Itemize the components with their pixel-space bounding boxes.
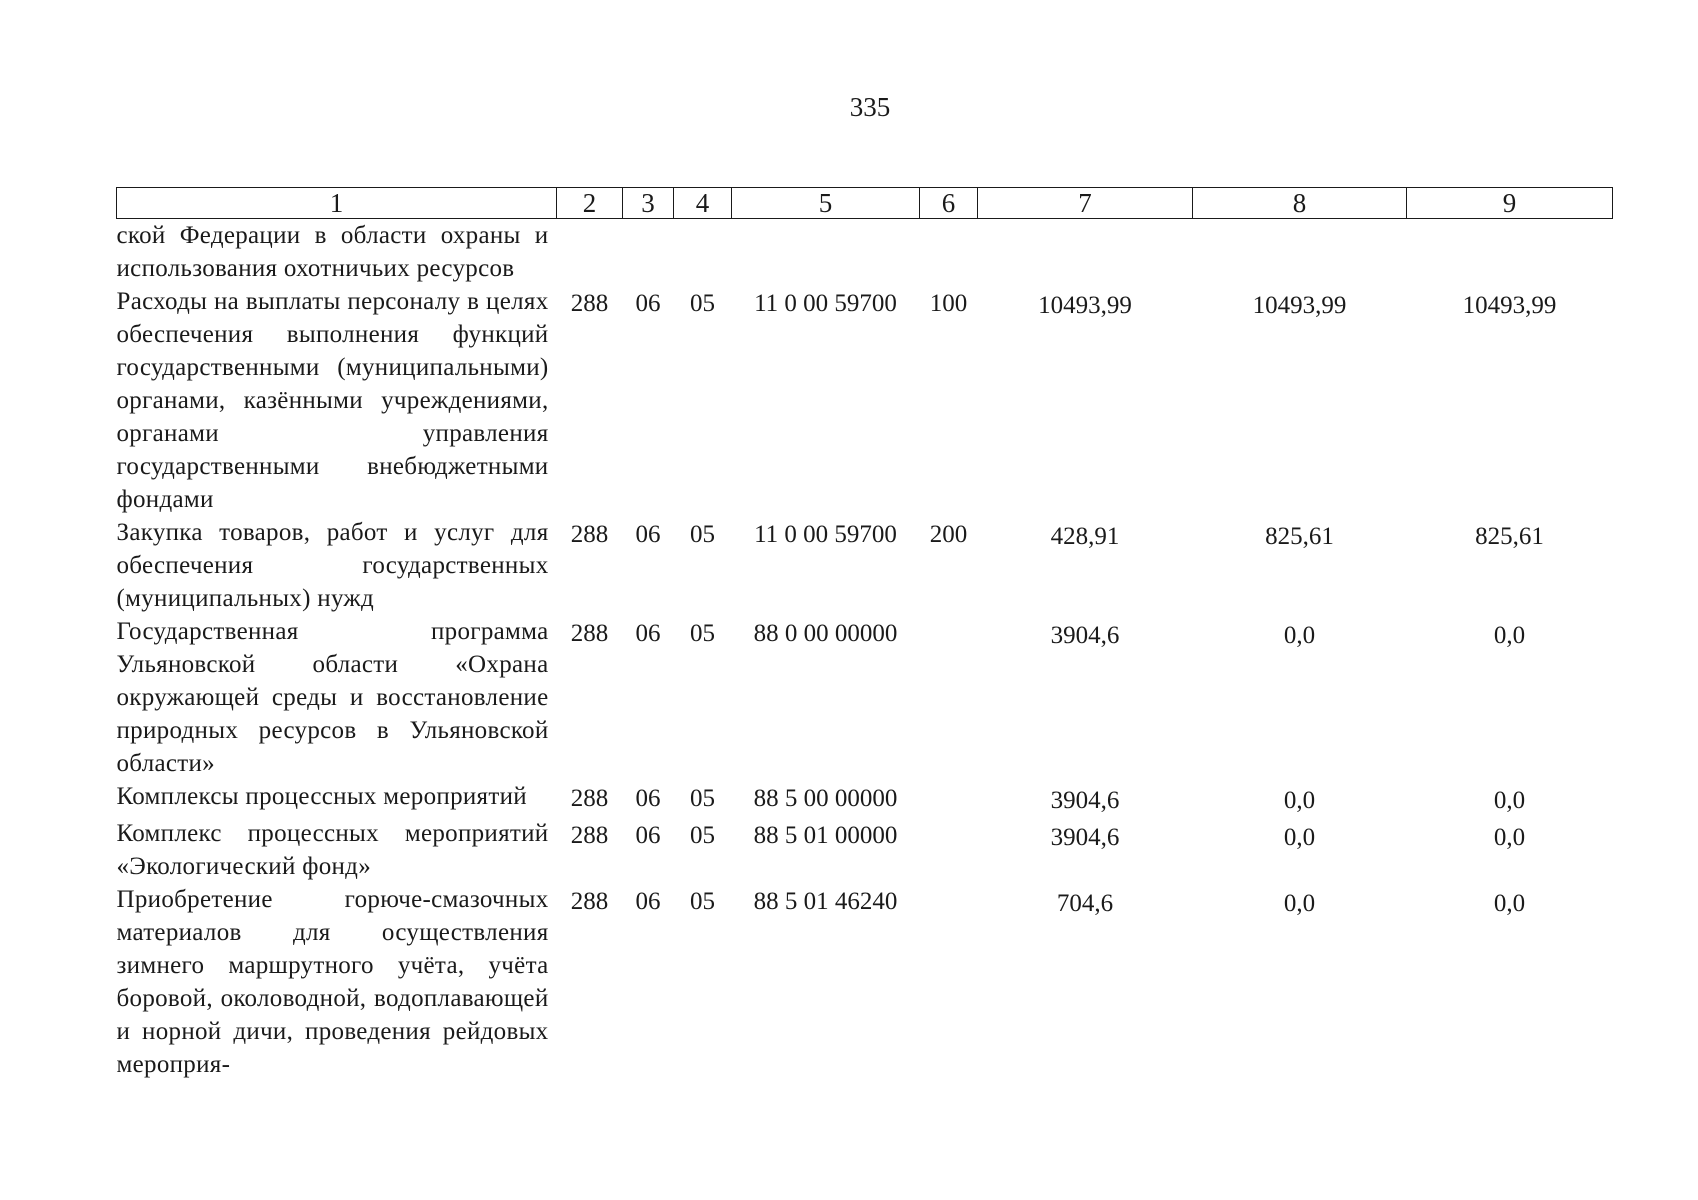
expense-type-cell <box>920 219 978 286</box>
section-cell: 06 <box>635 521 661 548</box>
table-header-row <box>117 188 1613 219</box>
target-article-cell: 11 0 00 59700 <box>754 521 897 548</box>
table-row <box>117 883 1613 1081</box>
target-article-cell: 88 0 00 00000 <box>753 620 898 647</box>
row-name-cell: ской Федерации в области охраны и использования охотничьих ресурсов <box>116 222 549 282</box>
table-body <box>117 219 1613 1082</box>
column-header: 7 <box>978 188 1193 219</box>
expense-type-cell: 200 <box>929 521 968 548</box>
table-row <box>117 219 1613 286</box>
amount-year3-cell: 825,61 <box>1475 523 1544 550</box>
subsection-cell: 05 <box>690 290 715 317</box>
table-row <box>117 285 1613 516</box>
amount-year3-cell: 0,0 <box>1493 890 1526 917</box>
column-header: 9 <box>1407 188 1613 219</box>
amount-year1-cell: 3904,6 <box>1050 622 1120 649</box>
column-header: 1 <box>117 188 557 219</box>
table-row <box>117 817 1613 883</box>
column-header: 2 <box>557 188 623 219</box>
section-cell: 06 <box>635 822 661 849</box>
grbs-cell: 288 <box>570 785 609 812</box>
amount-year1-cell: 428,91 <box>1050 523 1120 550</box>
column-header: 5 <box>732 188 920 219</box>
section-cell <box>623 219 674 286</box>
row-name-cell: Закупка товаров, работ и услуг для обеспечения государственных (муниципальных) нужд <box>116 519 549 612</box>
amount-year2-cell: 0,0 <box>1283 622 1316 649</box>
target-article-cell: 88 5 00 00000 <box>753 785 898 812</box>
budget-table <box>116 187 1613 1081</box>
row-name-cell: Комплексы процессных мероприятий <box>116 783 527 810</box>
amount-year1-cell: 3904,6 <box>1050 824 1120 851</box>
column-header: 3 <box>623 188 674 219</box>
section-cell: 06 <box>635 888 661 915</box>
row-name-cell: Расходы на выплаты персоналу в целях обеспечения выполнения функций государственными (муниципальными) органами, казёнными учреждениями, органами управления государственными внебюджетными фондами <box>116 288 549 513</box>
subsection-cell: 05 <box>690 620 715 647</box>
amount-year2-cell: 825,61 <box>1265 523 1334 550</box>
expense-type-cell <box>920 615 978 780</box>
amount-year2-cell <box>1193 219 1407 286</box>
amount-year3-cell: 0,0 <box>1493 622 1526 649</box>
target-article-cell: 11 0 00 59700 <box>754 290 897 317</box>
section-cell: 06 <box>635 290 661 317</box>
target-article-cell <box>732 219 920 286</box>
expense-type-cell <box>920 883 978 1081</box>
subsection-cell: 05 <box>690 822 715 849</box>
grbs-cell: 288 <box>570 888 609 915</box>
amount-year3-cell: 0,0 <box>1493 824 1526 851</box>
table-row <box>117 615 1613 780</box>
target-article-cell: 88 5 01 00000 <box>753 822 898 849</box>
amount-year3-cell: 0,0 <box>1493 787 1526 814</box>
grbs-cell <box>557 219 623 286</box>
column-header: 4 <box>674 188 732 219</box>
expense-type-cell: 100 <box>929 290 968 317</box>
subsection-cell <box>674 219 732 286</box>
column-header: 6 <box>920 188 978 219</box>
page-number: 335 <box>849 92 891 122</box>
section-cell: 06 <box>635 620 661 647</box>
grbs-cell: 288 <box>570 290 609 317</box>
table-row <box>117 516 1613 615</box>
amount-year2-cell: 0,0 <box>1283 890 1316 917</box>
grbs-cell: 288 <box>570 822 609 849</box>
amount-year3-cell: 10493,99 <box>1462 292 1557 319</box>
subsection-cell: 05 <box>690 785 715 812</box>
amount-year1-cell: 10493,99 <box>1038 292 1132 319</box>
column-header: 8 <box>1193 188 1407 219</box>
amount-year2-cell: 0,0 <box>1283 787 1316 814</box>
section-cell: 06 <box>635 785 661 812</box>
amount-year1-cell: 704,6 <box>1056 890 1114 917</box>
grbs-cell: 288 <box>570 620 609 647</box>
amount-year3-cell <box>1407 219 1613 286</box>
row-name-cell: Комплекс процессных мероприятий «Экологический фонд» <box>116 820 549 880</box>
amount-year1-cell <box>978 219 1193 286</box>
table-row <box>117 780 1613 817</box>
amount-year2-cell: 10493,99 <box>1252 292 1347 319</box>
row-name-cell: Приобретение горюче-смазочных материалов для осуществления зимнего маршрутного учёта, учёта боровой, околоводной, водоплавающей и норной дичи, проведения рейдовых мероприя- <box>116 886 549 1078</box>
amount-year2-cell: 0,0 <box>1283 824 1316 851</box>
amount-year1-cell: 3904,6 <box>1050 787 1120 814</box>
target-article-cell: 88 5 01 46240 <box>753 888 898 915</box>
expense-type-cell <box>920 780 978 817</box>
row-name-cell: Государственная программа Ульяновской области «Охрана окружающей среды и восстановление природных ресурсов в Ульяновской области» <box>116 618 549 777</box>
subsection-cell: 05 <box>690 521 715 548</box>
expense-type-cell <box>920 817 978 883</box>
grbs-cell: 288 <box>570 521 609 548</box>
subsection-cell: 05 <box>690 888 715 915</box>
